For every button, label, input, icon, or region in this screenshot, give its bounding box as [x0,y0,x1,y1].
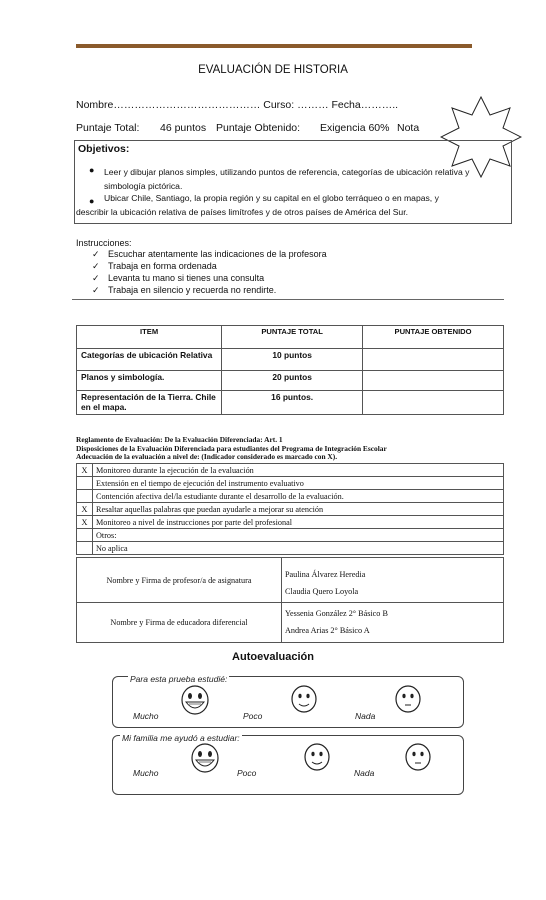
checkmark-icon: ✓ [92,249,100,259]
adecuacion-text: Monitoreo durante la ejecución de la evaluación [93,464,504,477]
firma-educadora-name-1: Yessenia González 2° Básico B [284,609,388,618]
table-row [77,490,504,503]
bullet-icon: ● [89,165,95,175]
happy-face-icon[interactable] [190,742,220,774]
puntaje-obtenido-label: Puntaje Obtenido: [216,122,301,134]
table-row [77,529,504,542]
adecuacion-mark[interactable] [77,477,93,490]
instruccion-item: Escuchar atentamente las indicaciones de la profesora [108,249,327,259]
table-row [77,371,504,391]
puntaje-total-label: Puntaje Total: [76,122,140,134]
adecuacion-text: Contención afectiva del/la estudiante durante el desarrollo de la evaluación. [93,490,504,503]
score-header-total: PUNTAJE TOTAL [222,326,363,349]
nada-label: Nada [355,711,376,721]
checkmark-icon: ✓ [92,273,100,283]
instruccion-item: Levanta tu mano si tienes una consulta [108,273,265,283]
poco-label: Poco [237,768,257,778]
firma-educadora-names [281,603,503,643]
table-row [77,503,504,516]
name-course-date-line: Nombre…………………………………… Curso: ……… Fecha……….. [76,99,399,111]
firma-profesor-names [281,558,503,603]
mucho-label: Mucho [133,768,159,778]
adecuacion-mark[interactable]: X [77,516,93,529]
mucho-label: Mucho [133,711,159,721]
adecuacion-mark[interactable]: X [77,503,93,516]
adecuacion-text: Otros: [93,529,504,542]
checkmark-icon: ✓ [92,285,100,295]
score-total-cell: 20 puntos [222,371,363,391]
objetivo-2-line-1: Ubicar Chile, Santiago, la propia región y su capital en el globo terráqueo o en mapas, y [104,193,439,203]
divider-line [72,299,504,300]
firmas-table [76,557,504,643]
firma-educadora-name-2: Andrea Arias 2° Básico A [284,626,370,635]
score-header-item: ITEM [77,326,222,349]
objetivo-1-line-1: Leer y dibujar planos simples, utilizando puntos de referencia, categorías de ubicación relativa y [104,167,470,177]
instruccion-item: Trabaja en forma ordenada [108,261,217,271]
score-item-cell: Categorías de ubicación Relativa [77,349,222,371]
table-row [77,516,504,529]
neutral-face-icon[interactable] [303,742,331,772]
firma-educadora-label: Nombre y Firma de educadora diferencial [77,603,282,643]
reglamento-line-1: Reglamento de Evaluación: De la Evaluación Diferenciada: Art. 1 [76,435,283,444]
adecuacion-text: Resaltar aquellas palabras que puedan ayudarle a mejorar su atención [93,503,504,516]
neutral-face-icon[interactable] [290,684,318,714]
score-item-cell: Planos y simbología. [77,371,222,391]
table-row [77,464,504,477]
firma-profesor-name-2: Claudia Quero Loyola [284,587,359,596]
objetivos-title: Objetivos: [78,143,130,155]
instrucciones-title: Instrucciones: [76,238,132,248]
instruccion-item: Trabaja en silencio y recuerda no rendirte. [108,285,277,295]
table-row [77,349,504,371]
table-row [77,558,504,603]
reglamento-line-2: Disposiciones de la Evaluación Diferenciada para estudiantes del Programa de Integración Escolar [76,443,387,453]
adecuacion-mark[interactable]: X [77,464,93,477]
happy-face-icon[interactable] [180,684,210,716]
page-title: EVALUACIÓN DE HISTORIA [198,64,348,76]
table-row [77,391,504,415]
score-header-obtenido: PUNTAJE OBTENIDO [363,326,504,349]
score-obtenido-cell[interactable] [363,349,504,371]
score-obtenido-cell[interactable] [363,391,504,415]
autoevaluacion-prompt-1: Para esta prueba estudié: [130,674,228,684]
adecuacion-mark[interactable] [77,542,93,555]
score-total-cell: 16 puntos. [222,391,363,415]
autoevaluacion-title: Autoevaluación [232,651,314,663]
checkmark-icon: ✓ [92,261,100,271]
adecuacion-text: Monitoreo a nivel de instrucciones por parte del profesional [93,516,504,529]
score-obtenido-cell[interactable] [363,371,504,391]
autoevaluacion-prompt-2: Mi familia me ayudó a estudiar: [122,733,240,743]
table-row [77,477,504,490]
sad-face-icon[interactable] [394,684,422,714]
adecuacion-text: No aplica [93,542,504,555]
adecuacion-mark[interactable] [77,490,93,503]
poco-label: Poco [243,711,263,721]
table-row [77,542,504,555]
adecuacion-text: Extensión en el tiempo de ejecución del instrumento evaluativo [93,477,504,490]
bullet-icon: ● [89,196,95,206]
sad-face-icon[interactable] [404,742,432,772]
score-item-cell: Representación de la Tierra. Chile en el mapa. [77,391,222,415]
objetivo-1-line-2: simbología pictórica. [104,181,183,191]
table-row [77,603,504,643]
objetivo-2-line-2: describir la ubicación relativa de países limítrofes y de otros países de América del Sur. [76,207,408,217]
firma-profesor-label: Nombre y Firma de profesor/a de asignatura [77,558,282,603]
reglamento-line-3: Adecuación de la evaluación a nivel de: (Indicador considerado es marcado con X). [76,452,338,461]
puntaje-total-value: 46 puntos [160,122,207,134]
score-total-cell: 10 puntos [222,349,363,371]
reglamento-text [76,436,387,462]
adecuacion-table [76,463,504,555]
nada-label: Nada [354,768,375,778]
header-decorative-bar [76,44,472,48]
nota-label: Nota [397,122,420,134]
adecuacion-mark[interactable] [77,529,93,542]
exigencia-text: Exigencia 60% [320,122,390,134]
firma-profesor-name-1: Paulina Álvarez Heredia [284,570,366,579]
score-table [76,325,504,415]
